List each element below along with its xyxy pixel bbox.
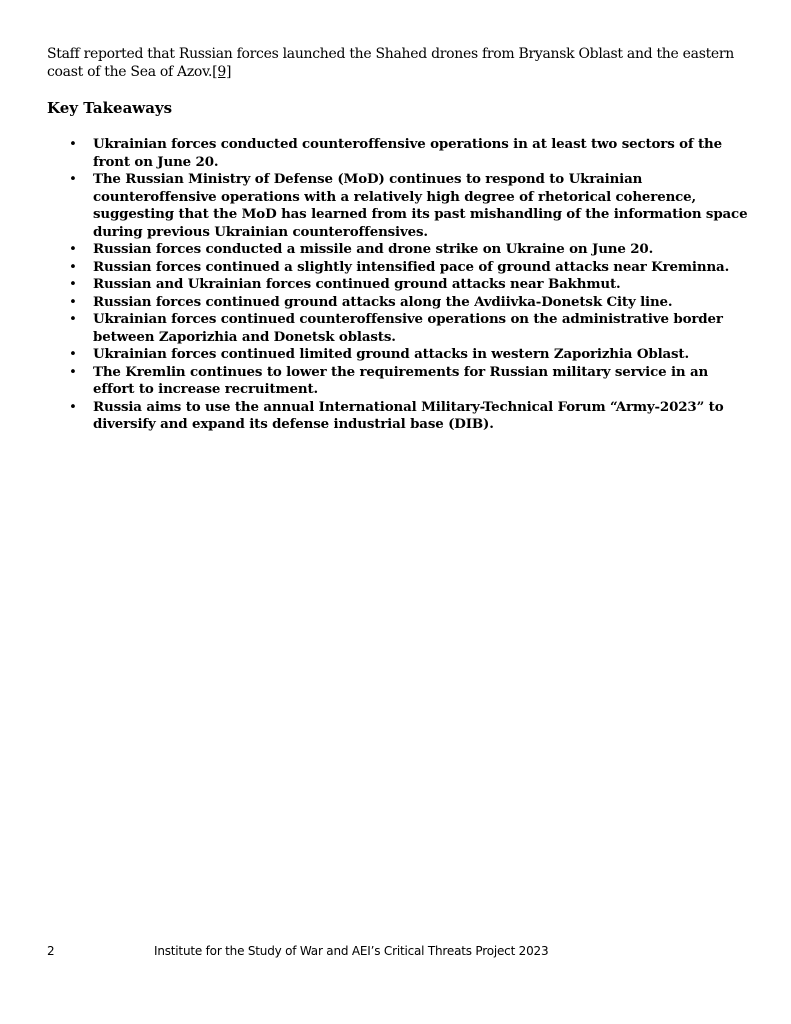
- list-item-text: The Russian Ministry of Defense (MoD) continues to respond to Ukrainian counteroffensive operations with a relatively high degree of rhetorical coherence, suggesting that the MoD has learned from its past mishandling of the information space during previous Ukrainian counteroffensives.: [93, 171, 748, 240]
- list-item-text: Ukrainian forces continued limited ground attacks in western Zaporizhia Oblast.: [93, 346, 689, 362]
- list-item: [69, 276, 753, 294]
- bullet-icon: •: [69, 137, 77, 152]
- intro-text: Staff reported that Russian forces launched the Shahed drones from Bryansk Oblast and the eastern coast of the Sea of Azov.: [47, 46, 734, 80]
- list-item: [69, 258, 753, 277]
- list-item-text: Russian forces continued ground attacks along the Avdiivka-Donetsk City line.: [93, 293, 673, 310]
- bullet-icon: •: [69, 259, 77, 275]
- list-item: [69, 136, 753, 171]
- list-item-text: Ukrainian forces conducted counteroffensive operations in at least two sectors of the front on June 20.: [93, 136, 723, 170]
- bullet-icon: •: [69, 312, 77, 327]
- list-item-text: The Kremlin continues to lower the requirements for Russian military service in an effort to increase recruitment.: [93, 363, 709, 397]
- footer-text: Institute for the Study of War and AEI’s Critical Threats Project 2023: [154, 944, 549, 958]
- list-item-text: Ukrainian forces continued counteroffensive operations on the administrative border between Zaporizhia and Donetsk oblasts.: [93, 311, 723, 345]
- page-number: 2: [47, 944, 55, 958]
- list-item-text: Russian forces continued a slightly intensified pace of ground attacks near Kreminna.: [93, 258, 730, 275]
- list-item: [69, 398, 753, 434]
- list-item: [69, 171, 753, 241]
- list-item: [69, 293, 753, 312]
- bullet-icon: •: [69, 294, 77, 310]
- intro-paragraph: [47, 45, 747, 81]
- bullet-icon: •: [69, 172, 77, 187]
- bullet-icon: •: [69, 242, 77, 257]
- bullet-icon: •: [69, 347, 77, 362]
- bullet-icon: •: [69, 277, 77, 292]
- citation-link[interactable]: [9]: [212, 64, 232, 80]
- key-takeaways-list: [69, 136, 753, 434]
- key-takeaways-heading: Key Takeaways: [47, 99, 173, 117]
- list-item: [69, 311, 753, 346]
- bullet-icon: •: [69, 399, 77, 415]
- list-item-text: Russian forces conducted a missile and drone strike on Ukraine on June 20.: [93, 241, 654, 257]
- list-item: [69, 241, 753, 259]
- list-item: [69, 346, 753, 364]
- list-item-text: Russian and Ukrainian forces continued ground attacks near Bakhmut.: [93, 276, 621, 292]
- bullet-icon: •: [69, 364, 77, 380]
- list-item-text: Russia aims to use the annual International Military-Technical Forum “Army-2023” to diversify and expand its defense industrial base (DIB).: [93, 398, 724, 432]
- list-item: [69, 363, 753, 399]
